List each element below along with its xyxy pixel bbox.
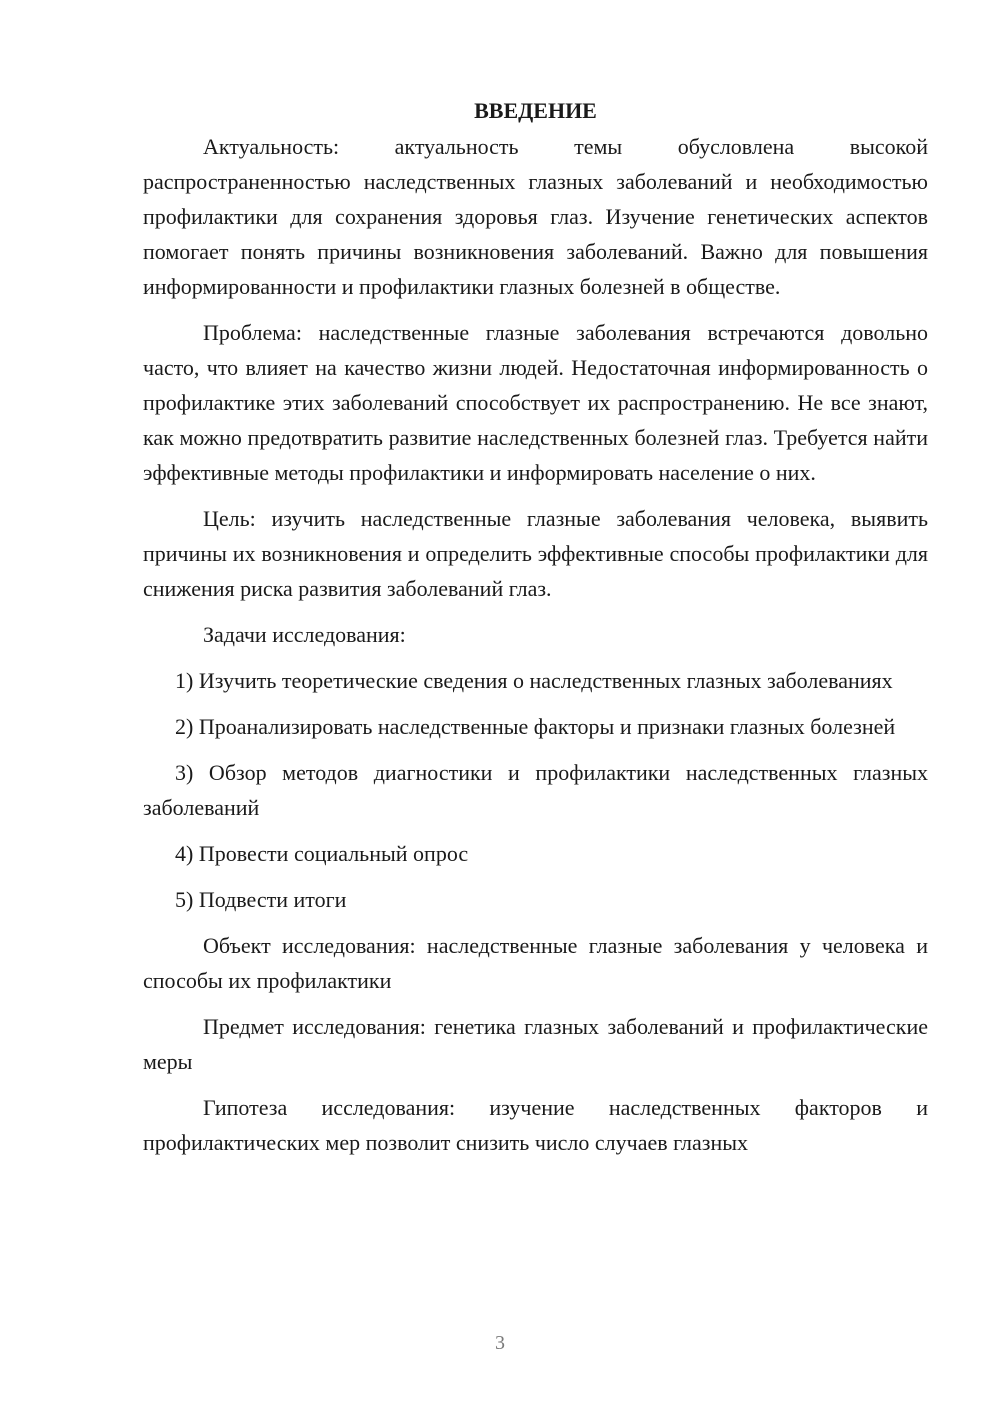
section-title: ВВЕДЕНИЕ	[474, 98, 597, 123]
task-item-5: 5) Подвести итоги	[175, 887, 347, 912]
paragraph-object: Объект исследования: наследственные глазные заболевания у человека и способы их профилактики	[143, 933, 928, 993]
page-number: 3	[495, 1332, 505, 1354]
paragraph-problem: Проблема: наследственные глазные заболевания встречаются довольно часто, что влияет на качество жизни людей. Недостаточная информированность о профилактике этих заболеваний способствует их распространению. Не все знают, как можно предотвратить развитие наследственных болезней глаз. Требуется найти эффективные методы профилактики и информировать население о них.	[143, 320, 928, 485]
task-item-1: 1) Изучить теоретические сведения о наследственных глазных заболеваниях	[175, 668, 893, 693]
paragraph-subject: Предмет исследования: генетика глазных заболеваний и профилактические меры	[143, 1014, 928, 1074]
paragraph-hypothesis: Гипотеза исследования: изучение наследственных факторов и профилактических мер позволит снизить число случаев глазных	[143, 1095, 928, 1155]
task-item-2: 2) Проанализировать наследственные факторы и признаки глазных болезней	[175, 714, 896, 739]
paragraph-relevance: Актуальность: актуальность темы обусловлена высокой распространенностью наследственных глазных заболеваний и необходимостью профилактики для сохранения здоровья глаз. Изучение генетических аспектов помогает понять причины возникновения заболеваний. Важно для повышения информированности и профилактики глазных болезней в обществе.	[143, 134, 928, 299]
paragraph-goal: Цель: изучить наследственные глазные заболевания человека, выявить причины их возникновения и определить эффективные способы профилактики для снижения риска развития заболеваний глаз.	[143, 506, 928, 601]
task-item-3: 3) Обзор методов диагностики и профилактики наследственных глазных заболеваний	[143, 760, 928, 820]
paragraph-tasks-heading: Задачи исследования:	[203, 622, 406, 647]
document-page	[143, 93, 928, 1171]
task-item-4: 4) Провести социальный опрос	[175, 841, 469, 866]
